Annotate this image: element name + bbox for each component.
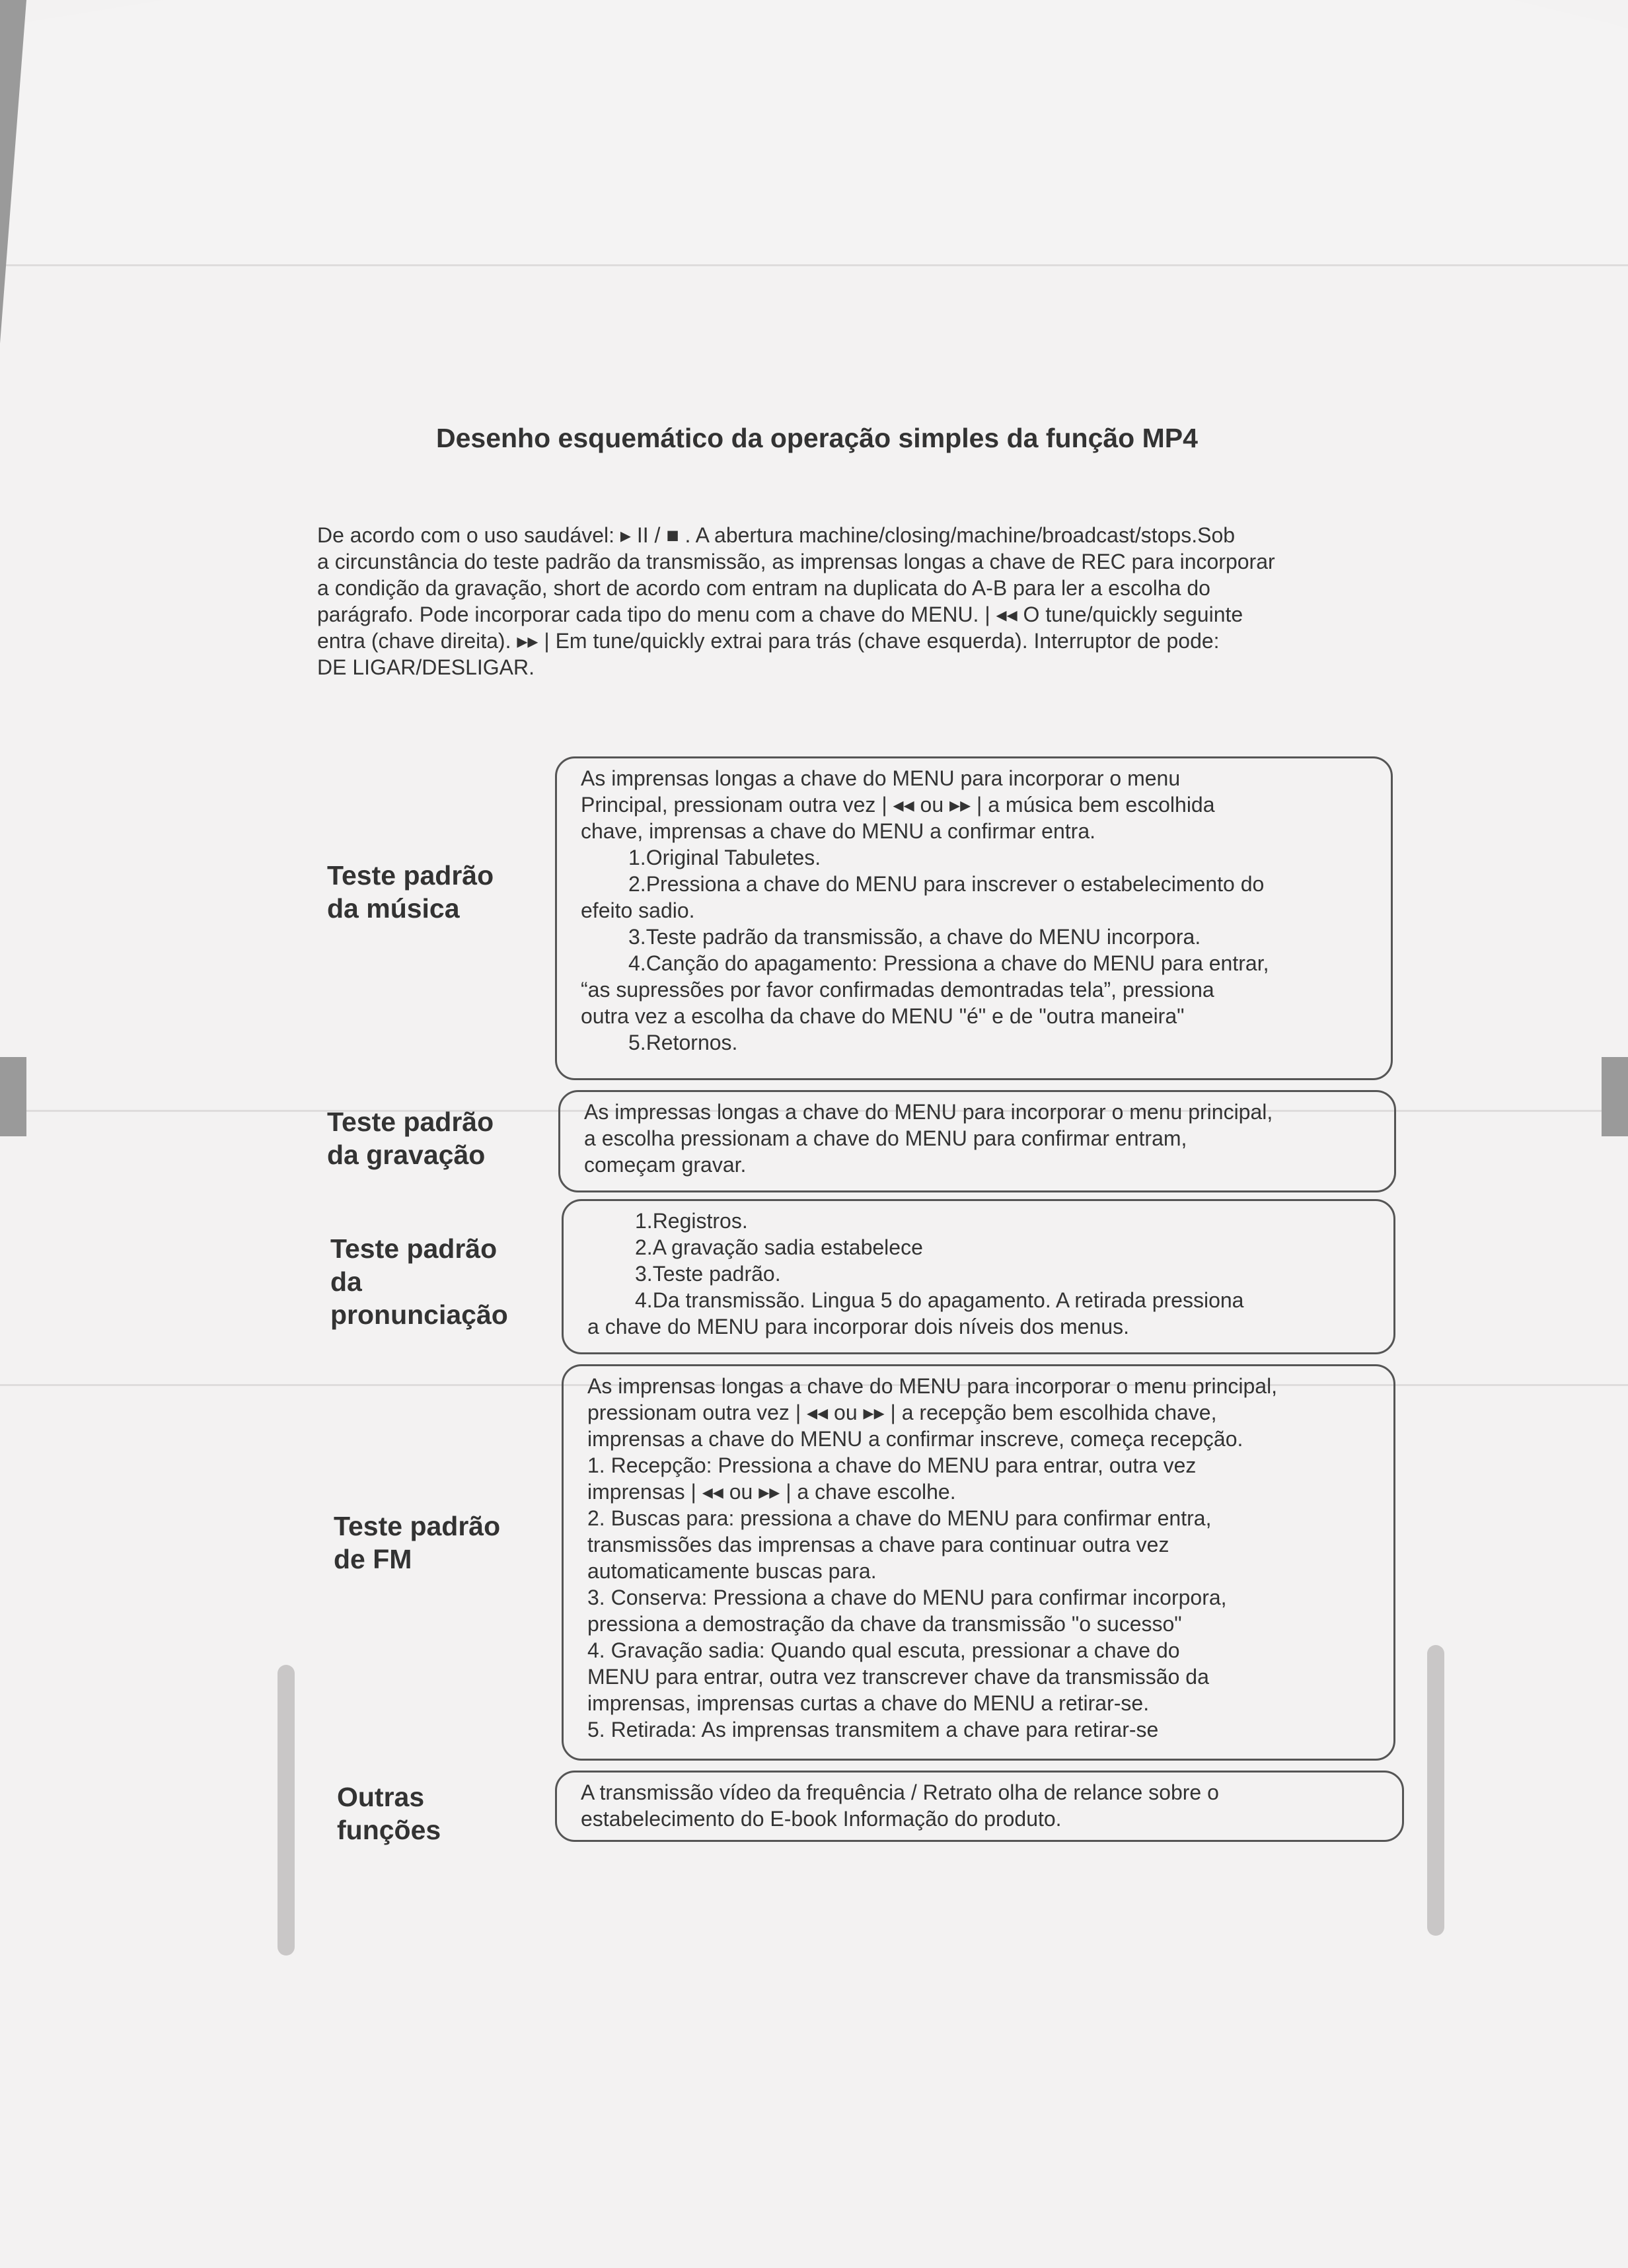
intro-line: parágrafo. Pode incorporar cada tipo do menu com a chave do MENU. | ◂◂ O tune/quickly seguinte	[317, 603, 1243, 626]
intro-line: DE LIGAR/DESLIGAR.	[317, 655, 535, 679]
section-label-fm: Teste padrão de FM	[334, 1511, 501, 1574]
fold-line-top	[0, 264, 1628, 266]
section-box-other: A transmissão vídeo da frequência / Retrato olha de relance sobre o estabelecimento do E-book Informação do produto.	[555, 1771, 1404, 1842]
intro-line: a condição da gravação, short de acordo com entram na duplicata do A-B para ler a escolha do	[317, 576, 1210, 600]
top-flap	[0, 0, 1628, 264]
side-notch-left	[0, 1057, 26, 1136]
page-title: Desenho esquemático da operação simples da função MP4	[436, 423, 1198, 453]
section-label-music: Teste padrão da música	[327, 860, 494, 924]
section-box-recording: As impressas longas a chave do MENU para incorporar o menu principal, a escolha pressionam a chave do MENU para confirmar entram, começam gravar.	[558, 1090, 1396, 1192]
side-notch-right	[1602, 1057, 1628, 1136]
intro-line: De acordo com o uso saudável: ▸ II / ■ . A abertura machine/closing/machine/broadcast/stops.Sob	[317, 523, 1236, 547]
section-label-recording: Teste padrão da gravação	[327, 1107, 494, 1170]
section-box-pronunciation: 1.Registros. 2.A gravação sadia estabelece 3.Teste padrão. 4.Da transmissão. Lingua 5 do apagamento. A retirada pressiona a chave do MENU para incorporar dois níveis dos menus.	[562, 1199, 1395, 1354]
tab-slit-right	[1427, 1645, 1444, 1936]
section-box-music: As imprensas longas a chave do MENU para incorporar o menu Principal, pressionam outra vez | ◂◂ ou ▸▸ | a música bem escolhida chave, imprensas a chave do MENU a confirmar entra. 1.Original Tabuletes. 2.Pressiona a chave do MENU para inscrever o estabelecimento do efeito sadio. 3.Teste padrão da transmissão, a chave do MENU incorpora. 4.Canção do apagamento: Pressiona a chave do MENU para entrar, “as supressões por favor confirmadas demontradas tela”, pressiona outra vez a escolha da chave do MENU "é" e de "outra maneira" 5.Retornos.	[555, 756, 1393, 1080]
intro-line: entra (chave direita). ▸▸ | Em tune/quickly extrai para trás (chave esquerda). Interruptor de pode:	[317, 629, 1220, 653]
intro-line: a circunstância do teste padrão da transmissão, as imprensas longas a chave de REC para incorporar	[317, 550, 1275, 573]
intro-paragraph	[317, 522, 1401, 680]
section-label-other: Outras funções	[337, 1782, 441, 1845]
section-box-fm: As imprensas longas a chave do MENU para incorporar o menu principal, pressionam outra vez | ◂◂ ou ▸▸ | a recepção bem escolhida chave, imprensas a chave do MENU a confirmar inscreve, começa recepção. 1. Recepção: Pressiona a chave do MENU para entrar, outra vez imprensas | ◂◂ ou ▸▸ | a chave escolhe. 2. Buscas para: pressiona a chave do MENU para confirmar entra, transmissões das imprensas a chave para continuar outra vez automaticamente buscas para. 3. Conserva: Pressiona a chave do MENU para confirmar incorpora, pressiona a demostração da chave da transmissão "o sucesso" 4. Gravação sadia: Quando qual escuta, pressionar a chave do MENU para entrar, outra vez transcrever chave da transmissão da imprensas, imprensas curtas a chave do MENU a retirar-se. 5. Retirada: As imprensas transmitem a chave para retirar-se	[562, 1364, 1395, 1761]
section-label-pronunciation: Teste padrão da pronunciação	[330, 1233, 508, 1330]
tab-slit-left	[278, 1665, 295, 1956]
